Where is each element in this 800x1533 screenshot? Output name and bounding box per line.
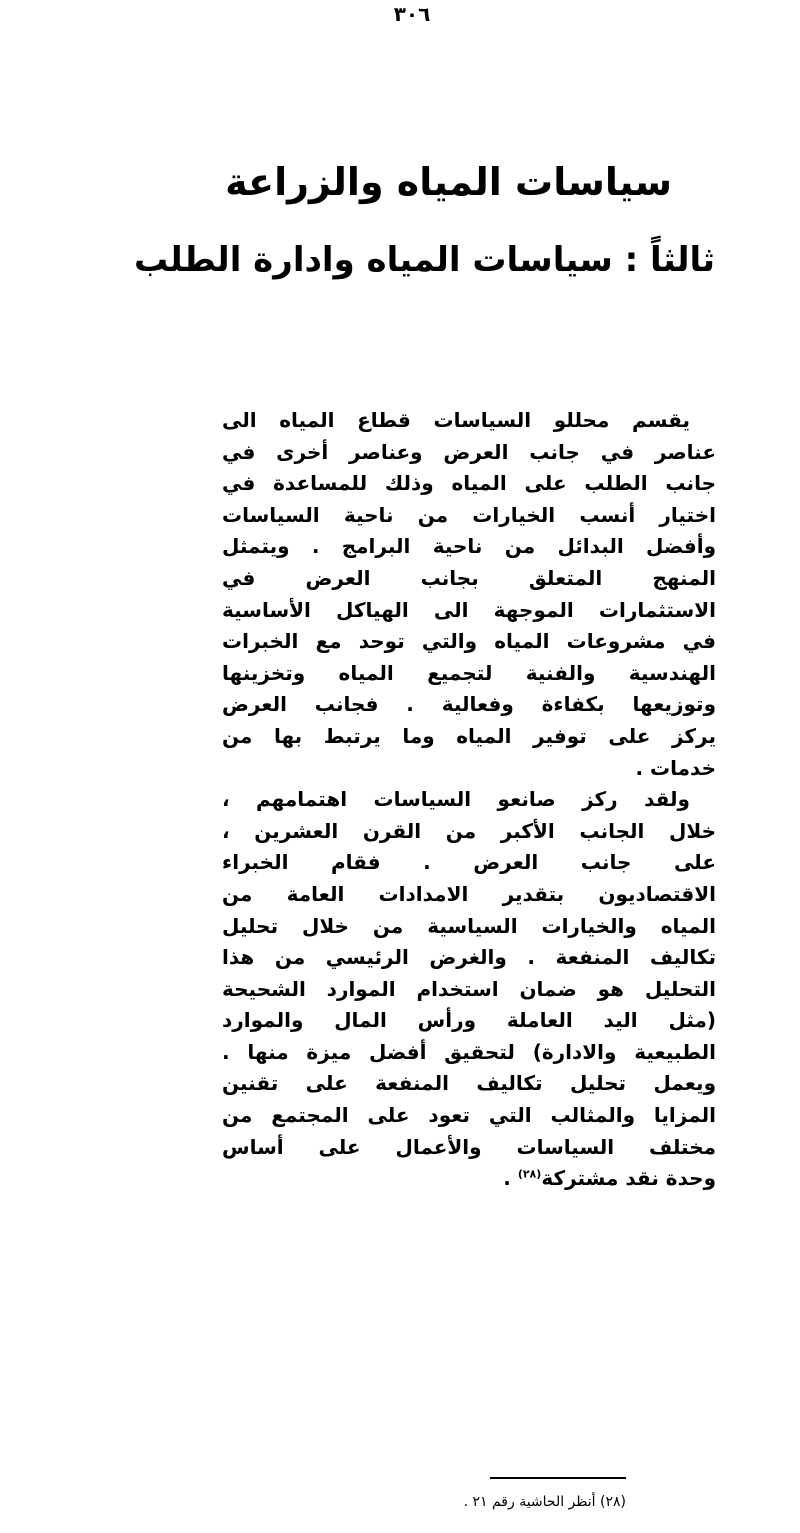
text-line: اختيار أنسب الخيارات من ناحية السياسات xyxy=(222,502,716,527)
text-line: وحدة نقد مشتركة xyxy=(541,1166,716,1191)
text-line: (مثل اليد العاملة ورأس المال والموارد xyxy=(222,1008,716,1033)
text-line: الاقتصاديون بتقدير الامدادات العامة من xyxy=(222,881,716,906)
text-line: خدمات . xyxy=(635,755,716,780)
text-line: وتوزيعها بكفاءة وفعالية . فجانب العرض xyxy=(222,692,716,717)
text-line: جانب الطلب على المياه وذلك للمساعدة في xyxy=(222,471,716,496)
text-line: المزايا والمثالب التي تعود على المجتمع من xyxy=(222,1103,716,1128)
text-line: المياه والخيارات السياسية من خلال تحليل xyxy=(222,913,716,938)
footnote-reference[interactable]: (٢٨) xyxy=(517,1167,542,1181)
body-text xyxy=(222,405,716,1195)
text-line: الهندسية والفنية لتجميع المياه وتخزينها xyxy=(222,660,716,685)
footnote-divider xyxy=(490,1477,626,1479)
text-line: خلال الجانب الأكبر من القرن العشرين ، xyxy=(222,818,716,843)
text-line: ولقد ركز صانعو السياسات اهتمامهم ، xyxy=(222,787,690,812)
text-line: المنهج المتعلق بجانب العرض في xyxy=(222,565,716,590)
text-line: الاستثمارات الموجهة الى الهياكل الأساسية xyxy=(222,597,716,622)
section-title: ثالثاً : سياسات المياه وادارة الطلب xyxy=(133,240,715,280)
text-line: عناصر في جانب العرض وعناصر أخرى في xyxy=(222,439,716,464)
text-line-final xyxy=(222,1163,716,1195)
text-line: التحليل هو ضمان استخدام الموارد الشحيحة xyxy=(222,976,716,1001)
text-line: وأفضل البدائل من ناحية البرامج . ويتمثل xyxy=(222,534,716,559)
text-line: تكاليف المنفعة . والغرض الرئيسي من هذا xyxy=(222,945,716,970)
footnote: (٢٨) أنظر الحاشية رقم ٢١ . xyxy=(463,1494,626,1510)
text-line: ويعمل تحليل تكاليف المنفعة على تقنين xyxy=(222,1071,716,1096)
text-line: على جانب العرض . فقام الخبراء xyxy=(222,850,716,875)
page-number: ٣٠٦ xyxy=(393,2,431,26)
text-line: الطبيعية والادارة) لتحقيق أفضل ميزة منها . xyxy=(222,1039,716,1064)
text-line: يركز على توفير المياه وما يرتبط بها من xyxy=(222,723,716,748)
chapter-title: سياسات المياه والزراعة xyxy=(225,160,672,204)
text-line: مختلف السياسات والأعمال على أساس xyxy=(222,1134,716,1159)
text-line: في مشروعات المياه والتي توحد مع الخبرات xyxy=(222,629,716,654)
end-punctuation: . xyxy=(503,1166,518,1191)
text-line: يقسم محللو السياسات قطاع المياه الى xyxy=(222,408,690,432)
